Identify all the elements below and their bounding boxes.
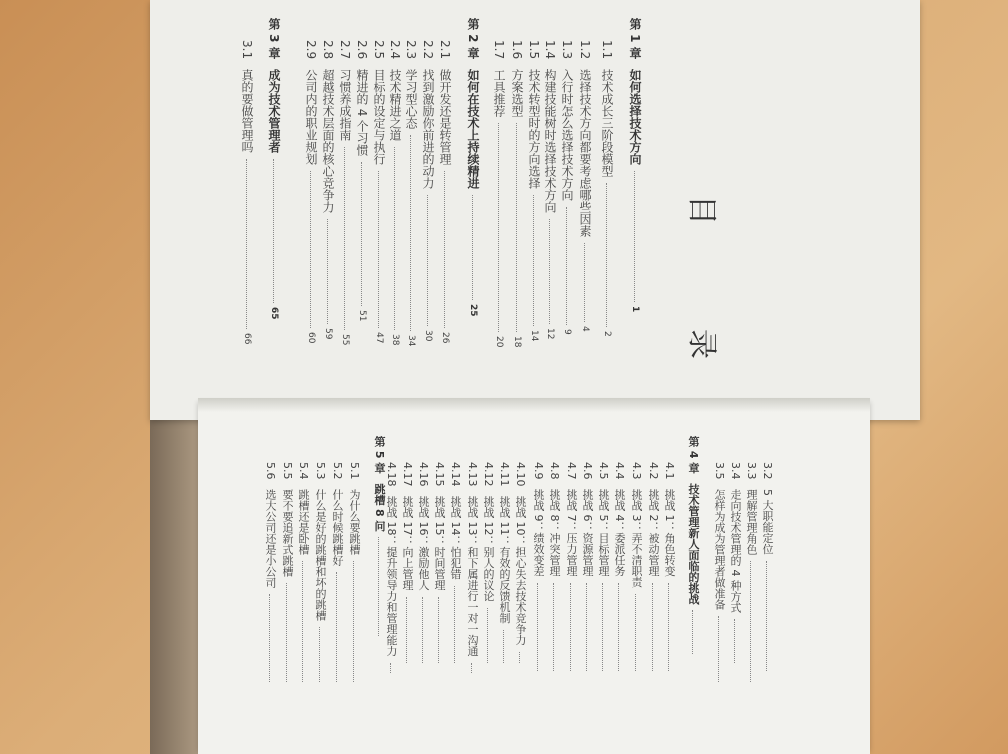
toc-dot-leader — [444, 171, 446, 328]
toc-entry-number: 5.6 — [264, 462, 277, 483]
toc-dot-leader — [634, 171, 636, 302]
toc-page-number: 26 — [440, 331, 450, 344]
toc-entry-number: 4.3 — [630, 462, 643, 483]
toc-entry-number: 3.3 — [745, 462, 758, 483]
toc-dot-leader — [327, 219, 329, 324]
toc-entry-number: 4.17 — [401, 462, 414, 490]
toc-dot-leader — [750, 561, 752, 682]
toc-entry-title: 挑战 14：怕犯错 — [449, 496, 462, 580]
toc-dot-leader — [310, 171, 312, 328]
toc-title-lu: 录 — [684, 329, 719, 359]
toc-entry-title: 技术精进之道 — [388, 68, 402, 141]
toc-entry-number: 4.13 — [466, 462, 479, 490]
toc-entry — [628, 18, 642, 398]
toc-entry-title: 挑战 4：委派任务 — [613, 489, 626, 577]
toc-entry-number: 1.3 — [560, 40, 574, 63]
toc-entry-number: 第 1 章 — [628, 18, 642, 63]
toc-page-number: 30 — [423, 329, 433, 342]
toc-dot-leader — [537, 583, 539, 671]
toc-entry — [596, 462, 610, 712]
toc-entry-title: 做开发还是转管理 — [438, 68, 452, 165]
toc-dot-leader — [273, 159, 275, 303]
toc-entry — [527, 40, 541, 400]
toc-entry-number: 4.4 — [613, 462, 626, 483]
toc-entry-number: 1.5 — [527, 40, 541, 63]
toc-dot-leader — [734, 619, 736, 663]
toc-page-number: 55 — [340, 333, 350, 346]
toc-entry — [347, 462, 361, 712]
toc-entry-number: 2.7 — [338, 40, 352, 63]
toc-entry-title: 5 大职能定位 — [761, 489, 774, 555]
toc-entry — [513, 462, 527, 712]
toc-page-number: 47 — [374, 331, 384, 344]
toc-entry — [560, 40, 574, 400]
toc-dot-leader — [553, 583, 555, 671]
toc-entry-number: 2.8 — [321, 40, 335, 63]
toc-entry — [263, 462, 277, 712]
toc-page-number: 20 — [494, 335, 504, 348]
toc-entry-title: 工具推荐 — [492, 68, 506, 117]
toc-entry-number: 4.6 — [581, 462, 594, 483]
toc-entry-title: 习惯养成指南 — [338, 68, 352, 141]
toc-dot-leader — [570, 583, 572, 671]
toc-entry — [240, 40, 254, 400]
toc-entry-number: 4.2 — [647, 462, 660, 483]
toc-dot-leader — [472, 195, 474, 300]
toc-entry-title: 选择技术方向都要考虑哪些因素 — [578, 68, 592, 237]
toc-entry — [712, 462, 726, 712]
toc-entry — [728, 462, 742, 712]
toc-entry — [760, 462, 774, 712]
toc-entry-title: 目标的设定与执行 — [372, 68, 386, 165]
toc-entry — [564, 462, 578, 712]
toc-entry-title: 成为技术管理者 — [267, 68, 281, 153]
toc-entry-title: 技术管理新人面临的挑战 — [687, 483, 700, 605]
toc-entry-number: 4.8 — [548, 462, 561, 483]
toc-entry-title: 挑战 11：有效的反馈机制 — [498, 496, 511, 624]
toc-dot-leader — [606, 183, 608, 327]
toc-page-number: 60 — [306, 331, 316, 344]
toc-entry — [531, 462, 545, 712]
toc-entry-number: 4.7 — [565, 462, 578, 483]
toc-entry-title: 精进的 4 个习惯 — [355, 68, 369, 157]
toc-page-number: 4 — [580, 325, 590, 332]
toc-entry-title: 技术转型时的方向选择 — [527, 68, 541, 189]
toc-entry-title: 如何在技术上持续精进 — [466, 68, 480, 189]
toc-entry-number: 3.1 — [240, 40, 254, 63]
toc-entry-title: 挑战 17：向上管理 — [401, 496, 414, 591]
toc-entry-title: 如何选择技术方向 — [628, 68, 642, 165]
toc-dot-leader — [302, 561, 304, 682]
toc-dot-leader — [390, 663, 392, 673]
toc-entry-number: 2.1 — [438, 40, 452, 63]
toc-entry-title: 挑战 12：别人的议论 — [482, 496, 495, 602]
toc-entry-title: 为什么要跳槽 — [348, 489, 361, 555]
toc-entry-number: 第 5 章 — [373, 436, 386, 478]
toc-entry-number: 1.6 — [510, 40, 524, 63]
toc-entry — [600, 40, 614, 400]
toc-entry-number: 5.2 — [331, 462, 344, 483]
toc-entry — [416, 462, 430, 712]
toc-page-number: 34 — [406, 334, 416, 347]
toc-dot-leader — [344, 147, 346, 330]
toc-entry — [372, 436, 386, 726]
toc-entry — [388, 40, 402, 400]
toc-entry-number: 3.5 — [713, 462, 726, 483]
toc-entry-number: 3.4 — [729, 462, 742, 483]
toc-entry — [629, 462, 643, 712]
toc-entry-title: 入行时怎么选择技术方向 — [560, 68, 574, 201]
toc-entry-title: 方案选型 — [510, 68, 524, 117]
toc-entry-number: 4.16 — [417, 462, 430, 490]
toc-entry-title: 超越技术层面的核心竞争力 — [321, 68, 335, 213]
toc-entry — [421, 40, 435, 400]
toc-dot-leader — [286, 583, 288, 682]
toc-entry-title: 挑战 16：激励他人 — [417, 496, 430, 591]
toc-dot-leader — [319, 627, 321, 682]
toc-entry-title: 挑战 1：角色转变 — [663, 489, 676, 577]
toc-page-number: 51 — [357, 310, 367, 322]
toc-entry-title: 选大公司还是小公司 — [264, 489, 277, 588]
toc-entry-number: 4.15 — [433, 462, 446, 490]
toc-entry — [465, 462, 479, 712]
toc-dot-leader — [533, 195, 535, 326]
toc-entry-number: 2.6 — [355, 40, 369, 63]
toc-entry-number: 4.14 — [449, 462, 462, 490]
book-gutter — [198, 398, 870, 412]
toc-page-number: 38 — [390, 333, 400, 346]
toc-entry — [580, 462, 594, 712]
toc-dot-leader — [498, 123, 500, 332]
toc-title-mu: 目 — [684, 195, 719, 225]
toc-entry-title: 挑战 13：和下属进行一对一沟通 — [466, 496, 479, 657]
toc-entry-number: 1.2 — [578, 40, 592, 63]
toc-entry — [466, 18, 480, 398]
toc-entry-number: 1.4 — [543, 40, 557, 63]
toc-entry-number: 4.1 — [663, 462, 676, 483]
toc-entry-number: 第 4 章 — [687, 436, 700, 478]
toc-entry — [372, 40, 386, 400]
toc-entry — [744, 462, 758, 712]
toc-entry — [612, 462, 626, 712]
toc-entry-title: 挑战 15：时间管理 — [433, 496, 446, 591]
toc-entry-number: 第 3 章 — [267, 18, 281, 63]
toc-entry — [448, 462, 462, 712]
toc-entry-title: 理解管理角色 — [745, 489, 758, 555]
toc-entry-number: 2.9 — [304, 40, 318, 63]
toc-entry — [497, 462, 511, 712]
toc-entry — [304, 40, 318, 400]
toc-page-number: 59 — [323, 327, 333, 340]
toc-entry-title: 要不要追新式跳槽 — [281, 489, 294, 577]
toc-dot-leader — [471, 663, 473, 673]
toc-entry-number: 3.2 — [761, 462, 774, 483]
toc-dot-leader — [410, 135, 412, 331]
toc-entry-title: 学习型心态 — [404, 68, 418, 129]
toc-entry-number: 4.5 — [597, 462, 610, 483]
toc-dot-leader — [487, 608, 489, 663]
toc-entry-title: 找到激励你前进的动力 — [421, 68, 435, 189]
toc-page-number: 65 — [269, 306, 279, 320]
toc-entry-title: 什么是好的跳槽和坏的跳槽 — [314, 489, 327, 621]
toc-entry-title: 挑战 8：冲突管理 — [548, 489, 561, 577]
toc-entry — [280, 462, 294, 712]
toc-entry — [321, 40, 335, 400]
toc-page-number: 66 — [242, 332, 252, 345]
toc-entry — [481, 462, 495, 712]
toc-entry — [492, 40, 506, 400]
toc-entry — [547, 462, 561, 712]
toc-dot-leader — [602, 583, 604, 671]
toc-entry — [400, 462, 414, 712]
toc-entry-number: 4.12 — [482, 462, 495, 490]
toc-entry — [543, 40, 557, 400]
toc-dot-leader — [422, 597, 424, 663]
toc-entry-number: 4.11 — [498, 462, 511, 490]
toc-entry — [338, 40, 352, 400]
toc-entry — [404, 40, 418, 400]
toc-entry-number: 1.7 — [492, 40, 506, 63]
toc-entry-title: 跳槽 8 问 — [373, 483, 386, 532]
toc-entry-number: 5.3 — [314, 462, 327, 483]
toc-entry — [313, 462, 327, 712]
toc-entry-title: 挑战 9：绩效变差 — [532, 489, 545, 577]
toc-entry-title: 什么时候跳槽好 — [331, 489, 344, 566]
toc-entry — [646, 462, 660, 712]
toc-entry-title: 挑战 5：目标管理 — [597, 489, 610, 577]
toc-dot-leader — [378, 537, 380, 636]
toc-dot-leader — [519, 652, 521, 663]
toc-dot-leader — [718, 616, 720, 682]
toc-entry-number: 5.5 — [281, 462, 294, 483]
toc-dot-leader — [586, 583, 588, 671]
toc-entry-number: 5.1 — [348, 462, 361, 483]
toc-entry — [267, 18, 281, 398]
toc-dot-leader — [635, 594, 637, 671]
toc-entry-number: 4.10 — [514, 462, 527, 490]
toc-entry-title: 挑战 7：压力管理 — [565, 489, 578, 577]
toc-entry-number: 1.1 — [600, 40, 614, 63]
toc-dot-leader — [618, 583, 620, 671]
toc-dot-leader — [361, 162, 363, 306]
toc-entry — [662, 462, 676, 712]
toc-entry-title: 构建技能树时选择技术方向 — [543, 68, 557, 213]
toc-page-number: 18 — [512, 335, 522, 348]
toc-dot-leader — [394, 147, 396, 330]
toc-dot-leader — [503, 630, 505, 663]
toc-dot-leader — [668, 583, 670, 671]
toc-dot-leader — [549, 219, 551, 324]
toc-entry — [296, 462, 310, 712]
toc-entry-title: 公司内的职业规划 — [304, 68, 318, 165]
toc-entry-number: 4.18 — [385, 462, 398, 490]
toc-dot-leader — [246, 159, 248, 329]
toc-entry-number: 第 2 章 — [466, 18, 480, 63]
toc-entry-title: 技术成长三阶段模型 — [600, 68, 614, 177]
toc-entry — [438, 40, 452, 400]
toc-dot-leader — [406, 597, 408, 663]
toc-page-number: 25 — [468, 303, 478, 317]
toc-entry-title: 挑战 10：担心失去技术竞争力 — [514, 496, 527, 646]
toc-dot-leader — [378, 171, 380, 328]
toc-dot-leader — [353, 561, 355, 682]
toc-entry — [355, 40, 369, 400]
toc-entry-title: 怎样为成为管理者做准备 — [713, 489, 726, 610]
toc-entry-number: 5.4 — [297, 462, 310, 483]
toc-page-number: 2 — [602, 330, 612, 337]
toc-entry-number: 2.5 — [372, 40, 386, 63]
toc-entry-title: 挑战 3：弄不清职责 — [630, 489, 643, 588]
toc-entry-number: 2.4 — [388, 40, 402, 63]
toc-dot-leader — [652, 583, 654, 671]
toc-entry — [578, 40, 592, 400]
toc-entry — [510, 40, 524, 400]
toc-entry — [686, 436, 700, 726]
toc-dot-leader — [766, 561, 768, 671]
toc-entry-title: 挑战 2：被动管理 — [647, 489, 660, 577]
toc-dot-leader — [584, 243, 586, 322]
toc-page-number: 12 — [545, 327, 555, 340]
toc-entry-title: 真的要做管理吗 — [240, 68, 254, 153]
toc-dot-leader — [454, 586, 456, 663]
toc-dot-leader — [516, 123, 518, 332]
toc-dot-leader — [438, 597, 440, 663]
toc-dot-leader — [269, 594, 271, 682]
toc-entry-number: 2.2 — [421, 40, 435, 63]
toc-dot-leader — [336, 572, 338, 682]
toc-entry-title: 挑战 18：提升领导力和管理能力 — [385, 496, 398, 657]
toc-dot-leader — [692, 610, 694, 654]
toc-entry — [384, 462, 398, 712]
toc-entry-title: 跳槽还是卧槽 — [297, 489, 310, 555]
toc-page-number: 14 — [529, 329, 539, 342]
toc-dot-leader — [427, 195, 429, 326]
toc-entry-title: 走向技术管理的 4 种方式 — [729, 489, 742, 613]
toc-page-number: 9 — [562, 328, 572, 335]
toc-dot-leader — [566, 207, 568, 325]
toc-entry-number: 4.9 — [532, 462, 545, 483]
toc-entry-title: 挑战 6：资源管理 — [581, 489, 594, 577]
toc-entry — [432, 462, 446, 712]
toc-entry — [330, 462, 344, 712]
toc-entry-number: 2.3 — [404, 40, 418, 63]
toc-page-number: 1 — [630, 305, 640, 313]
